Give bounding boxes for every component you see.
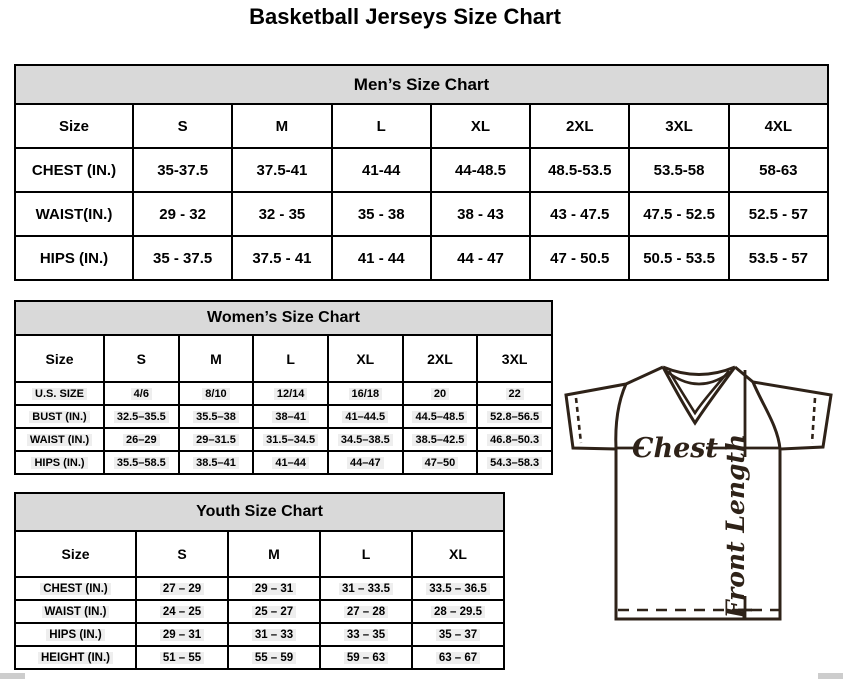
value-cell: 8/10 <box>179 382 254 405</box>
col-header: M <box>179 335 254 382</box>
row-label: BUST (IN.) <box>15 405 104 428</box>
row-label: HIPS (IN.) <box>15 451 104 474</box>
chest-measure-label: Chest <box>632 433 718 464</box>
value-cell: 38.5–41 <box>179 451 254 474</box>
table-row <box>15 148 828 192</box>
table-row <box>15 623 504 646</box>
value-cell: 32.5–35.5 <box>104 405 179 428</box>
page-title: Basketball Jerseys Size Chart <box>249 4 561 29</box>
size-header: Size <box>15 335 104 382</box>
value-cell: 53.5-58 <box>629 148 728 192</box>
row-label: HIPS (IN.) <box>15 236 133 280</box>
value-cell: 12/14 <box>253 382 328 405</box>
h-scrollbar-fragment-right[interactable] <box>818 673 843 679</box>
value-cell: 35 - 37.5 <box>133 236 232 280</box>
value-cell: 48.5-53.5 <box>530 148 629 192</box>
mens-table-title: Men’s Size Chart <box>15 65 828 104</box>
left-cuff-dashed-seam <box>576 398 581 443</box>
front-length-measure-label: Front Length <box>721 433 750 619</box>
value-cell: 44–47 <box>328 451 403 474</box>
value-cell: 63 – 67 <box>412 646 504 669</box>
size-header: Size <box>15 104 133 148</box>
value-cell: 26–29 <box>104 428 179 451</box>
value-cell: 38.5–42.5 <box>403 428 478 451</box>
value-cell: 47.5 - 52.5 <box>629 192 728 236</box>
value-cell: 41-44 <box>332 148 431 192</box>
value-cell: 29–31.5 <box>179 428 254 451</box>
table-row <box>15 646 504 669</box>
col-header: 4XL <box>729 104 828 148</box>
value-cell: 51 – 55 <box>136 646 228 669</box>
col-header: XL <box>431 104 530 148</box>
value-cell: 25 – 27 <box>228 600 320 623</box>
value-cell: 22 <box>477 382 552 405</box>
value-cell: 28 – 29.5 <box>412 600 504 623</box>
value-cell: 46.8–50.3 <box>477 428 552 451</box>
womens-table-title: Women’s Size Chart <box>15 301 552 335</box>
value-cell: 24 – 25 <box>136 600 228 623</box>
value-cell: 41–44 <box>253 451 328 474</box>
value-cell: 52.8–56.5 <box>477 405 552 428</box>
womens-size-table <box>14 300 553 475</box>
table-row <box>15 405 552 428</box>
table-row <box>15 428 552 451</box>
col-header: M <box>232 104 331 148</box>
col-header: L <box>253 335 328 382</box>
value-cell: 33 – 35 <box>320 623 412 646</box>
value-cell: 37.5 - 41 <box>232 236 331 280</box>
col-header: 2XL <box>403 335 478 382</box>
value-cell: 31.5–34.5 <box>253 428 328 451</box>
value-cell: 58-63 <box>729 148 828 192</box>
col-header: S <box>136 531 228 577</box>
value-cell: 50.5 - 53.5 <box>629 236 728 280</box>
value-cell: 41–44.5 <box>328 405 403 428</box>
right-armhole-seam <box>753 382 780 449</box>
col-header: 3XL <box>477 335 552 382</box>
value-cell: 35 – 37 <box>412 623 504 646</box>
row-label: WAIST(IN.) <box>15 192 133 236</box>
table-row <box>15 600 504 623</box>
value-cell: 31 – 33 <box>228 623 320 646</box>
value-cell: 43 - 47.5 <box>530 192 629 236</box>
value-cell: 27 – 28 <box>320 600 412 623</box>
col-header: S <box>104 335 179 382</box>
value-cell: 29 – 31 <box>228 577 320 600</box>
col-header: L <box>332 104 431 148</box>
value-cell: 52.5 - 57 <box>729 192 828 236</box>
col-header: XL <box>328 335 403 382</box>
value-cell: 53.5 - 57 <box>729 236 828 280</box>
value-cell: 20 <box>403 382 478 405</box>
table-row <box>15 577 504 600</box>
left-armhole-seam <box>616 384 626 449</box>
value-cell: 31 – 33.5 <box>320 577 412 600</box>
table-row <box>15 382 552 405</box>
size-header: Size <box>15 531 136 577</box>
value-cell: 38 - 43 <box>431 192 530 236</box>
value-cell: 37.5-41 <box>232 148 331 192</box>
row-label: CHEST (IN.) <box>15 577 136 600</box>
value-cell: 35 - 38 <box>332 192 431 236</box>
value-cell: 35.5–58.5 <box>104 451 179 474</box>
col-header: S <box>133 104 232 148</box>
value-cell: 29 – 31 <box>136 623 228 646</box>
table-row <box>15 451 552 474</box>
col-header: 3XL <box>629 104 728 148</box>
row-label: CHEST (IN.) <box>15 148 133 192</box>
row-label: HEIGHT (IN.) <box>15 646 136 669</box>
value-cell: 33.5 – 36.5 <box>412 577 504 600</box>
value-cell: 59 – 63 <box>320 646 412 669</box>
jersey-diagram <box>558 362 843 632</box>
youth-size-table <box>14 492 505 670</box>
value-cell: 34.5–38.5 <box>328 428 403 451</box>
table-row <box>15 236 828 280</box>
h-scrollbar-fragment-left[interactable] <box>0 673 25 679</box>
value-cell: 47 - 50.5 <box>530 236 629 280</box>
value-cell: 47–50 <box>403 451 478 474</box>
mens-size-table <box>14 64 829 281</box>
right-cuff-dashed-seam <box>812 398 815 443</box>
value-cell: 41 - 44 <box>332 236 431 280</box>
value-cell: 35.5–38 <box>179 405 254 428</box>
row-label: U.S. SIZE <box>15 382 104 405</box>
value-cell: 16/18 <box>328 382 403 405</box>
row-label: HIPS (IN.) <box>15 623 136 646</box>
value-cell: 29 - 32 <box>133 192 232 236</box>
value-cell: 4/6 <box>104 382 179 405</box>
col-header: 2XL <box>530 104 629 148</box>
value-cell: 44.5–48.5 <box>403 405 478 428</box>
value-cell: 27 – 29 <box>136 577 228 600</box>
value-cell: 44 - 47 <box>431 236 530 280</box>
value-cell: 35-37.5 <box>133 148 232 192</box>
row-label: WAIST (IN.) <box>15 600 136 623</box>
youth-table-title: Youth Size Chart <box>15 493 504 531</box>
col-header: M <box>228 531 320 577</box>
value-cell: 38–41 <box>253 405 328 428</box>
col-header: XL <box>412 531 504 577</box>
jersey-outline <box>566 367 831 619</box>
value-cell: 44-48.5 <box>431 148 530 192</box>
value-cell: 55 – 59 <box>228 646 320 669</box>
col-header: L <box>320 531 412 577</box>
collar-back-arc <box>663 367 735 375</box>
value-cell: 54.3–58.3 <box>477 451 552 474</box>
table-row <box>15 192 828 236</box>
value-cell: 32 - 35 <box>232 192 331 236</box>
row-label: WAIST (IN.) <box>15 428 104 451</box>
